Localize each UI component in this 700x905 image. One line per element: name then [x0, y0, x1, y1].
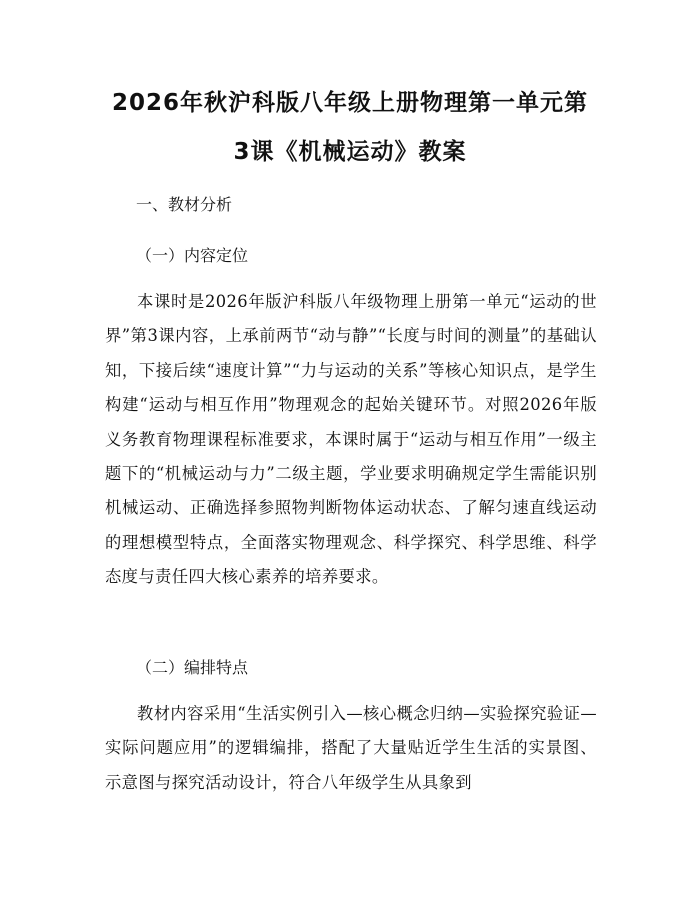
document-title-line-2: 3课《机械运动》教案	[233, 139, 467, 165]
paragraph-arrangement-features: 教材内容采用“生活实例引入—核心概念归纳—实验探究验证—实际问题应用”的逻辑编排，搭配了大量贴近学生生活的实景图、示意图与探究活动设计，符合八年级学生从具象到	[105, 704, 597, 792]
section-heading-textbook-analysis: 一、教材分析	[136, 195, 233, 214]
paragraph-content-positioning: 本课时是2026年版沪科版八年级物理上册第一单元“运动的世界”第3课内容，上承前两节“动与静”“长度与时间的测量”的基础认知，下接后续“速度计算”“力与运动的关系”等核心知识点，是学生构建“运动与相互作用”物理观念的起始关键环节。对照2026年版义务教育物理课程标准要求，本课时属于“运动与相互作用”一级主题下的“机械运动与力”二级主题，学业要求明确规定学生需能识别机械运动、正确选择参照物判断物体运动状态、了解匀速直线运动的理想模型特点，全面落实物理观念、科学探究、科学思维、科学态度与责任四大核心素养的培养要求。	[105, 292, 597, 587]
document-title-line-1: 2026年秋沪科版八年级上册物理第一单元第	[111, 90, 588, 116]
subsection-heading-content-positioning: （一）内容定位	[136, 246, 249, 265]
subsection-heading-arrangement-features: （二）编排特点	[136, 658, 249, 677]
